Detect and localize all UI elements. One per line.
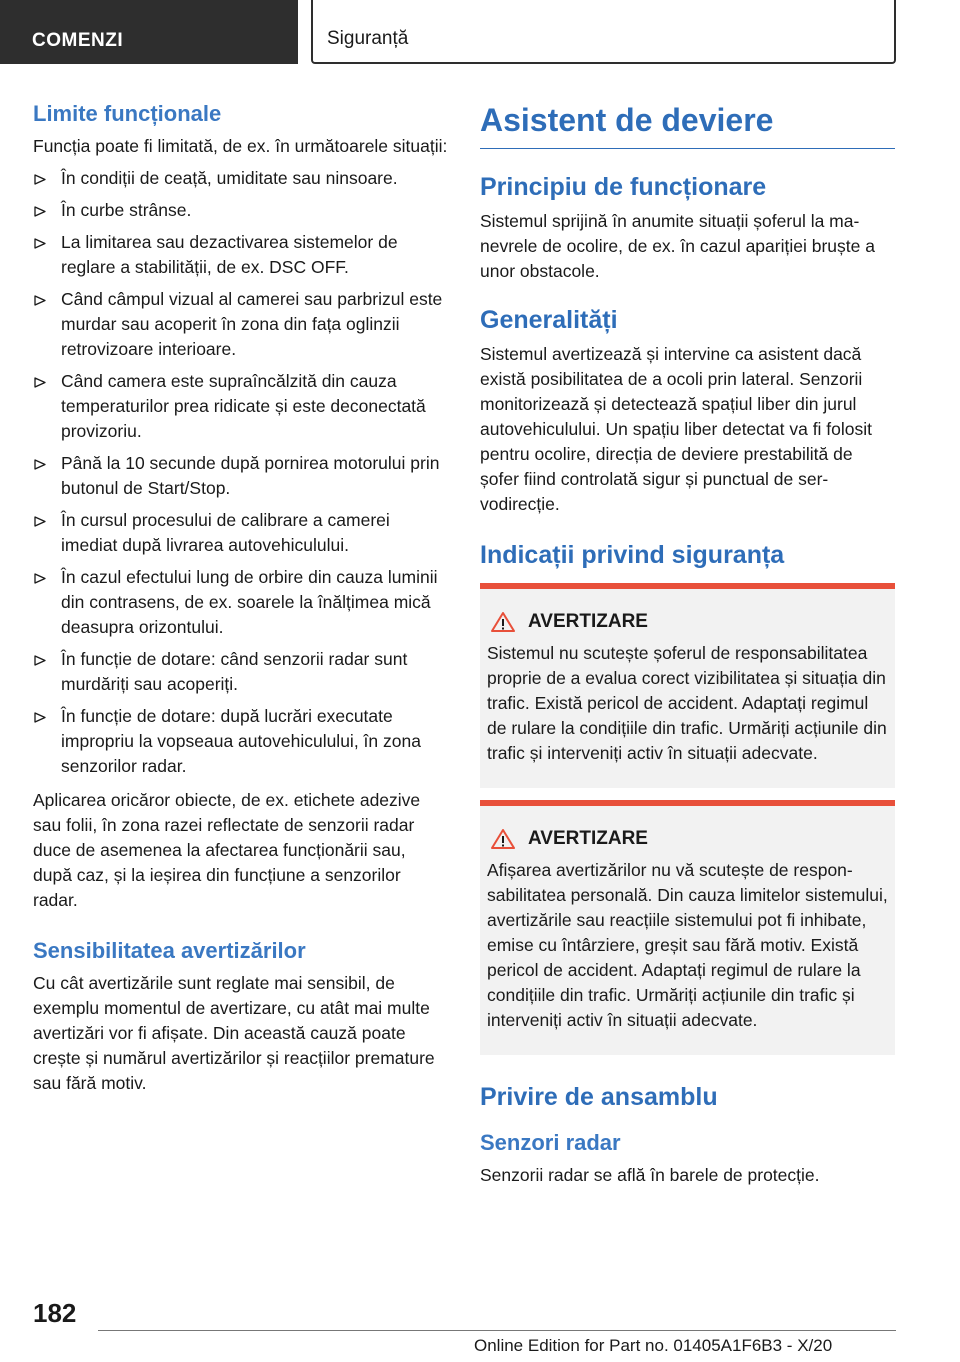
section-tab[interactable]: COMENZI (0, 0, 298, 64)
limits-heading: Limite funcționale (33, 101, 222, 126)
chapter-tab[interactable]: Siguranță (311, 0, 896, 64)
radar-heading: Senzori radar (480, 1130, 621, 1155)
limits-list-item-text: Până la 10 secunde după pornirea motorului prin butonul de Start/Stop. (61, 453, 440, 498)
limits-list-item (33, 369, 448, 444)
triangle-right-icon (34, 206, 46, 217)
triangle-right-icon (34, 377, 46, 388)
warning-title-1 (487, 609, 895, 635)
limits-list-item (33, 565, 448, 640)
overview-heading: Privire de ansamblu (480, 1083, 718, 1111)
limits-list-item-text: Când camera este supraîncălzită din cauza temperaturilor prea ridicate și este deconectată provizoriu. (61, 371, 426, 441)
sensitivity-text: Cu cât avertizările sunt reglate mai sensibil, de exemplu momentul de avertizare, cu atât mai multe avertizări vor fi afișate. Din această cauză poate crește și numărul avertizărilor și reacțiilor premature sau fără motiv. (33, 973, 435, 1093)
limits-note: Aplicarea oricăror obiecte, de ex. etichete adezive sau folii, în zona razei reflectate de senzorii radar duce de asemenea la afectarea funcționării sau, după caz, și la ieșirea din funcțiune a senzorilor radar. (33, 790, 421, 910)
limits-intro: Funcția poate fi limitată, de ex. în următoarele situații: (33, 136, 448, 156)
page-number: 182 (33, 1298, 77, 1328)
triangle-right-icon (34, 459, 46, 470)
limits-list-item-text: În cazul efectului lung de orbire din cauza luminii din contrasens, de ex. soarele la înălțimea mică deasupra orizontului. (61, 567, 438, 637)
limits-list-item (33, 287, 448, 362)
main-title: Asistent de deviere (480, 100, 895, 149)
triangle-right-icon (34, 174, 46, 185)
limits-list-item (33, 451, 448, 501)
warning-label-2: AVERTIZARE (528, 828, 648, 849)
triangle-right-icon (34, 516, 46, 527)
limits-list-item-text: În condiții de ceață, umiditate sau ninsoare. (61, 168, 398, 188)
right-column (480, 100, 895, 1188)
limits-list-item (33, 230, 448, 280)
general-heading: Generalități (480, 306, 618, 334)
principle-heading: Principiu de funcționare (480, 173, 767, 201)
warning-triangle-icon (490, 611, 516, 633)
limits-list-item-text: Când câmpul vizual al camerei sau parbrizul este murdar sau acoperit în zona din fața oglinzii retrovizoare interioare. (61, 289, 443, 359)
sensitivity-heading: Sensibilitatea avertizărilor (33, 938, 306, 963)
page-header (0, 0, 960, 66)
warning-title-2 (487, 826, 895, 852)
warning-label-1: AVERTIZARE (528, 611, 648, 632)
limits-list-item-text: În funcție de dotare: după lucrări executate impropriu la vopseaua autovehiculului, în zona senzorilor radar. (61, 706, 421, 776)
limits-list-item (33, 166, 448, 191)
radar-text: Senzorii radar se află în barele de protecție. (480, 1165, 820, 1185)
warning-box-2 (480, 800, 895, 1055)
edition-text: Online Edition for Part no. 01405A1F6B3 - X/20 (474, 1336, 833, 1355)
triangle-right-icon (34, 712, 46, 723)
limits-list-item (33, 704, 448, 779)
triangle-right-icon (34, 655, 46, 666)
limits-list-item-text: În cursul procesului de calibrare a camerei imediat după livrarea autovehiculului. (61, 510, 390, 555)
limits-list-item-text: La limitarea sau dezactivarea sistemelor de reglare a stabilității, de ex. DSC OFF. (61, 232, 398, 277)
limits-list (33, 166, 448, 779)
triangle-right-icon (34, 295, 46, 306)
limits-list-item (33, 647, 448, 697)
general-text: Sistemul avertizează și intervine ca asistent dacă există posibilitatea de a ocoli prin lateral. Senzorii monitorizează și detectează spațiul liber din jurul autovehiculului. Un spațiu liber detectat va fi folosit pentru ocolire, direcția de deviere prestabilită de șofer fiind controlată sigur și punctual de servodirecție. (480, 344, 873, 514)
warning-text-1: Sistemul nu scutește șoferul de responsabilitatea proprie de a evalua corect vizibilitatea și situația din trafic. Există pericol de accident. Adaptați regimul de rulare la condițiile din trafic. Urmăriți acțiunile din trafic și interveniți activ în situații adecvate. (487, 643, 887, 763)
triangle-right-icon (34, 573, 46, 584)
limits-list-item-text: În curbe strânse. (61, 200, 192, 220)
warning-box-1 (480, 583, 895, 788)
warning-text-2: Afișarea avertizărilor nu vă scutește de responsabilitatea personală. Din cauza limitelor sistemului, avertizările sau reacțiile sistemului pot fi inhibate, emise cu întârziere, greșit sau fără motiv. Există pericol de accident. Adaptați regimul de rulare la condițiile din trafic. Urmăriți acțiunile din trafic și interveniți activ în situații adecvate. (487, 860, 888, 1030)
limits-list-item-text: În funcție de dotare: când senzorii radar sunt murdăriți sau acoperiți. (61, 649, 408, 694)
left-column (33, 100, 448, 1096)
triangle-right-icon (34, 238, 46, 249)
limits-list-item (33, 508, 448, 558)
limits-list-item (33, 198, 448, 223)
warning-triangle-icon (490, 828, 516, 850)
principle-text: Sistemul sprijină în anumite situații șoferul la manevrele de ocolire, de ex. în cazul apariției bruște a unor obstacole. (480, 211, 875, 281)
footer-divider (98, 1330, 896, 1331)
safety-heading: Indicații privind siguranța (480, 541, 785, 569)
